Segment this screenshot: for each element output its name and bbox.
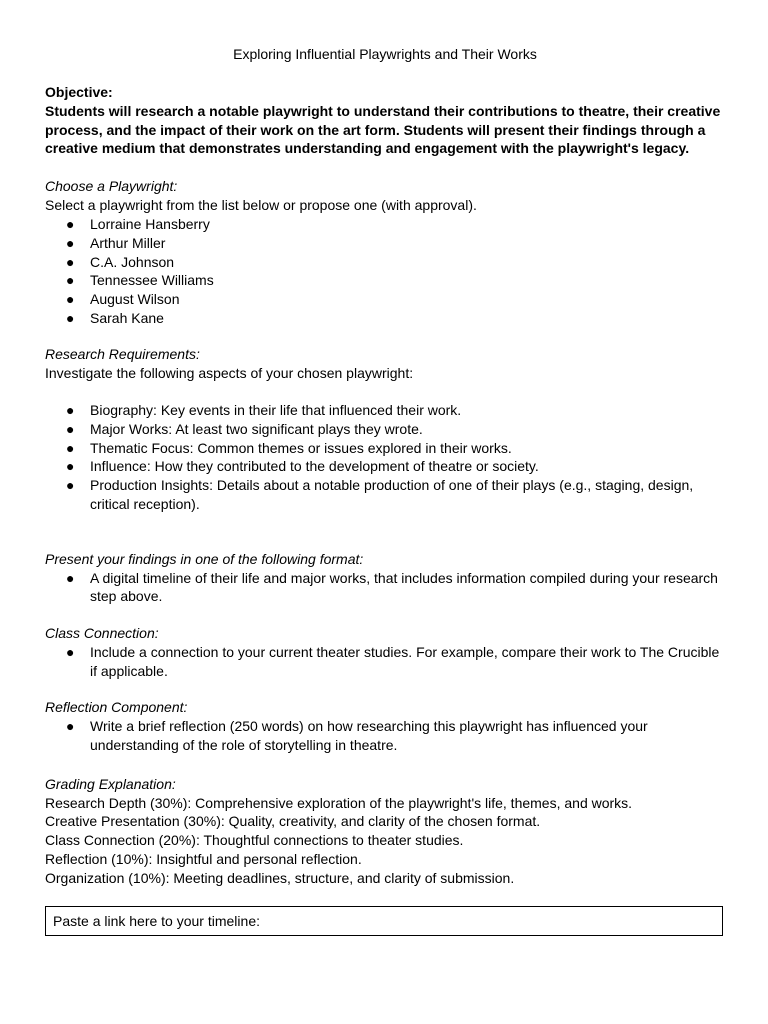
bullet-icon: ● <box>66 290 75 307</box>
present-findings-heading: Present your findings in one of the following format: <box>45 550 364 567</box>
bullet-icon: ● <box>66 439 75 456</box>
playwright-name: Tennessee Williams <box>90 272 214 289</box>
research-list <box>45 401 725 513</box>
bullet-icon: ● <box>66 643 75 660</box>
research-requirements-heading: Research Requirements: <box>45 346 200 363</box>
grading-line: Organization (10%): Meeting deadlines, structure, and clarity of submission. <box>45 869 515 886</box>
reflection-list <box>45 717 725 754</box>
bullet-icon: ● <box>66 216 75 233</box>
document-page <box>45 45 725 936</box>
list-item <box>45 643 725 680</box>
list-item <box>45 215 725 234</box>
bullet-icon: ● <box>66 234 75 251</box>
list-item <box>45 717 725 754</box>
choose-playwright-heading: Choose a Playwright: <box>45 178 178 195</box>
playwright-name: August Wilson <box>90 290 180 307</box>
list-item <box>45 234 725 253</box>
playwright-name: Lorraine Hansberry <box>90 216 210 233</box>
list-item <box>45 271 725 290</box>
bullet-icon: ● <box>66 421 75 438</box>
choose-playwright-intro: Select a playwright from the list below or propose one (with approval). <box>45 197 477 214</box>
list-item <box>45 457 725 476</box>
list-item <box>45 253 725 272</box>
objective-text: Students will research a notable playwright to understand their contributions to theatre, their creative process, and the impact of their work on the art form. Students will present their findings through a creative medium that demonstrates understanding and engagement with the playwright's legacy. <box>45 103 721 157</box>
bullet-icon: ● <box>66 477 75 494</box>
list-item <box>45 476 725 513</box>
research-item-text: Influence: How they contributed to the development of theatre or society. <box>90 458 539 475</box>
research-requirements-intro: Investigate the following aspects of your chosen playwright: <box>45 365 414 382</box>
connection-list <box>45 643 725 680</box>
bullet-icon: ● <box>66 458 75 475</box>
document-title: Exploring Influential Playwrights and Their Works <box>233 46 537 62</box>
bullet-icon: ● <box>66 272 75 289</box>
playwright-name: Sarah Kane <box>90 309 164 326</box>
research-item-text: Thematic Focus: Common themes or issues explored in their works. <box>90 439 512 456</box>
present-list <box>45 569 725 606</box>
playwright-name: Arthur Miller <box>90 234 166 251</box>
timeline-link-field[interactable] <box>45 906 723 936</box>
list-item <box>45 401 725 420</box>
bullet-icon: ● <box>66 718 75 735</box>
grading-line: Reflection (10%): Insightful and personal reflection. <box>45 850 362 867</box>
bullet-icon: ● <box>66 253 75 270</box>
timeline-link-label: Paste a link here to your timeline: <box>53 913 260 930</box>
list-item <box>45 439 725 458</box>
list-item <box>45 309 725 328</box>
research-item-text: Production Insights: Details about a notable production of one of their plays (e.g., staging, design, critical reception). <box>90 477 694 512</box>
playwright-list <box>45 215 725 327</box>
present-item-text: A digital timeline of their life and major works, that includes information compiled during your research step above. <box>90 569 718 605</box>
research-item-text: Major Works: At least two significant plays they wrote. <box>90 421 423 438</box>
grading-line: Creative Presentation (30%): Quality, creativity, and clarity of the chosen format. <box>45 813 541 830</box>
bullet-icon: ● <box>66 569 75 586</box>
bullet-icon: ● <box>66 402 75 419</box>
research-item-text: Biography: Key events in their life that influenced their work. <box>90 402 462 419</box>
bullet-icon: ● <box>66 309 75 326</box>
reflection-item-text: Write a brief reflection (250 words) on how researching this playwright has influenced your understanding of the role of storytelling in theatre. <box>90 718 648 754</box>
reflection-heading: Reflection Component: <box>45 699 188 716</box>
class-connection-heading: Class Connection: <box>45 624 159 641</box>
playwright-name: C.A. Johnson <box>90 253 175 270</box>
list-item <box>45 569 725 606</box>
list-item <box>45 290 725 309</box>
grading-heading: Grading Explanation: <box>45 775 176 792</box>
list-item <box>45 420 725 439</box>
grading-line: Class Connection (20%): Thoughtful connections to theater studies. <box>45 832 464 849</box>
grading-line: Research Depth (30%): Comprehensive exploration of the playwright's life, themes, and works. <box>45 794 633 811</box>
connection-item-text: Include a connection to your current theater studies. For example, compare their work to The Crucible if applicable. <box>90 643 720 679</box>
objective-heading: Objective: <box>45 84 113 100</box>
